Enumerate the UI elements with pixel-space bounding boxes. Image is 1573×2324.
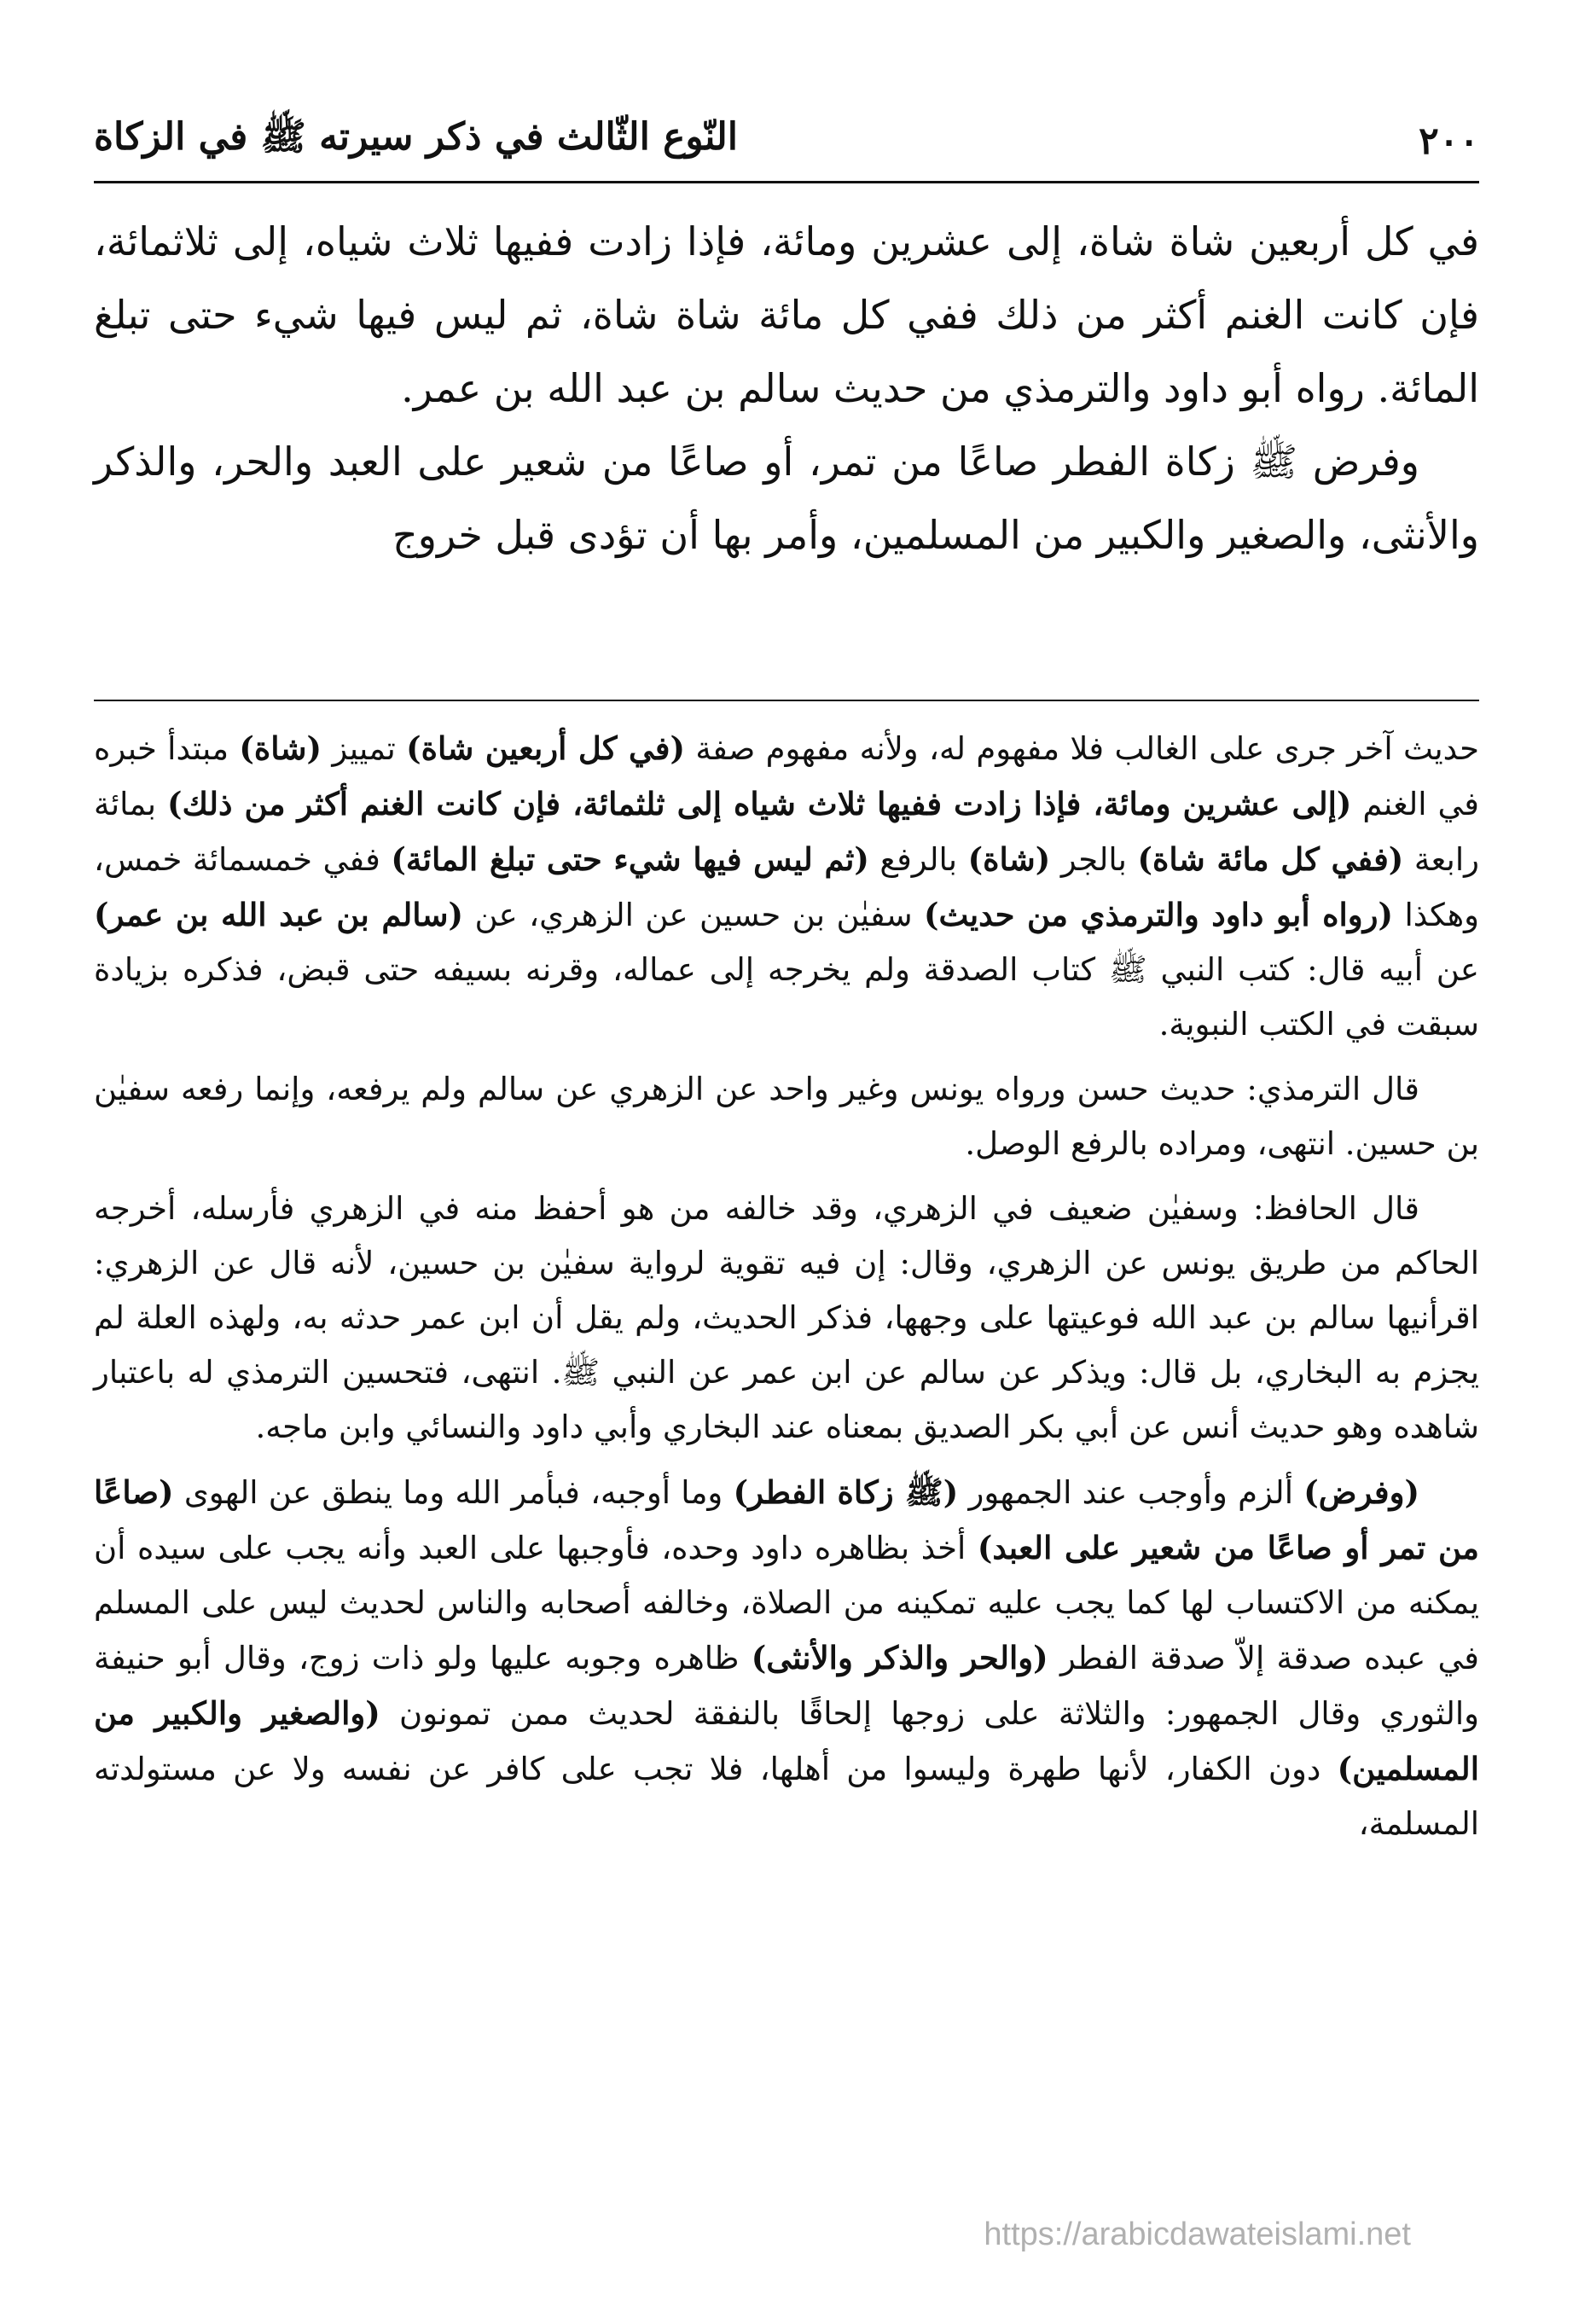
watermark-url: https://arabicdawateislami.net xyxy=(984,2217,1411,2252)
quoted-phrase: (شاة) xyxy=(239,729,322,767)
commentary-text xyxy=(94,721,1479,1862)
quoted-phrase: (صاعًا من تمر أو صاعًا من شعير على العبد) xyxy=(94,1473,1479,1566)
quoted-phrase: (ففي كل مائة شاة) xyxy=(1137,840,1404,878)
commentary-separator xyxy=(94,700,1479,701)
quoted-phrase: (وفرض) xyxy=(1303,1473,1419,1511)
quoted-phrase: (سالم بن عبد الله بن عمر) xyxy=(94,896,464,933)
commentary-text-run: حديث آخر جرى على الغالب فلا مفهوم له، ولأنه مفهوم صفة xyxy=(684,730,1479,767)
commentary-text-run: بالجر xyxy=(1050,841,1138,878)
commentary-text-run: دون الكفار، لأنها طهرة وليسوا من أهلها، فلا تجب على كافر عن نفسه ولا عن مستولدته المسلمة، xyxy=(94,1751,1479,1842)
page-number: ٢٠٠ xyxy=(1419,119,1479,163)
quoted-phrase: (إلى عشرين ومائة، فإذا زادت ففيها ثلاث شياه إلى ثلثمائة، فإن كانت الغنم أكثر من ذلك) xyxy=(167,785,1352,822)
commentary-text-run: أخذ بظاهره داود وحده، فأوجبها على العبد وأنه يجب على سيده أن يمكنه من الاكتساب لها كما يجب عليه تمكينه من الصلاة، وخالفه أصحابه والناس لحديث ليس على المسلم في عبده صدقة إلاّ صدقة الفطر xyxy=(94,1530,1479,1676)
commentary-text-run: ألزم وأوجب عند الجمهور xyxy=(958,1474,1304,1511)
commentary-paragraph-3: قال الحافظ: وسفيٰن ضعيف في الزهري، وقد خالفه من هو أحفظ منه في الزهري فأرسله، أخرجه الحاكم من طريق يونس عن الزهري، وقال: إن فيه تقوية لرواية سفيٰن بن حسين، لأنه قال عن الزهري: اقرأنيها سالم بن عبد الله فوعيتها على وجهها، فذكر الحديث، ولم يقل أن ابن عمر حدثه به، ولهذه العلة لم يجزم به البخاري، بل قال: ويذكر عن سالم عن ابن عمر عن النبي ﷺ. انتهى، فتحسين الترمذي له باعتبار شاهده وهو حديث أنس عن أبي بكر الصديق بمعناه عند البخاري وأبي داود والنسائي وابن ماجه. xyxy=(94,1190,1479,1445)
commentary-paragraph-4 xyxy=(94,1465,1479,1851)
quoted-phrase: (ثم ليس فيها شيء حتى تبلغ المائة) xyxy=(391,840,869,878)
commentary-paragraph-2: قال الترمذي: حديث حسن ورواه يونس وغير واحد عن الزهري عن سالم ولم يرفعه، وإنما رفعه سفيٰن بن حسين. انتهى، ومراده بالرفع الوصل. xyxy=(94,1071,1479,1162)
header-rule xyxy=(94,181,1479,183)
main-paragraph-1: في كل أربعين شاة شاة، إلى عشرين ومائة، فإذا زادت ففيها ثلاث شياه، إلى ثلاثمائة، فإن كانت الغنم أكثر من ذلك ففي كل مائة شاة شاة، ثم ليس فيها شيء حتى تبلغ المائة. رواه أبو داود والترمذي من حديث سالم بن عبد الله بن عمر. xyxy=(94,218,1479,411)
quoted-phrase: (والحر والذكر والأنثى) xyxy=(751,1639,1048,1676)
commentary-text-run: ظاهره وجوبه عليها ولو ذات زوج، وقال أبو حنيفة والثوري وقال الجمهور: والثلاثة على زوجها إلحاقًا بالنفقة لحديث ممن تمونون xyxy=(94,1640,1479,1732)
main-paragraph-2: وفرض ﷺ زكاة الفطر صاعًا من تمر، أو صاعًا من شعير على العبد والحر، والذكر والأنثى، والصغير والكبير من المسلمين، وأمر بها أن تؤدى قبل خروج xyxy=(94,439,1479,558)
commentary-paragraph-1 xyxy=(94,721,1479,1052)
commentary-text-run: بالرفع xyxy=(868,841,968,878)
commentary-text-run: تمييز xyxy=(322,730,407,767)
quoted-phrase: (والصغير والكبير من المسلمين) xyxy=(94,1694,1479,1787)
commentary-text-run: سفيٰن بن حسين عن الزهري، عن xyxy=(463,897,925,933)
commentary-text-run: وما أوجبه، فبأمر الله وما ينطق عن الهوى xyxy=(173,1474,734,1511)
page-header xyxy=(94,111,1479,171)
running-title: النّوع الثّالث في ذكر سيرته ﷺ في الزكاة xyxy=(94,115,739,159)
main-text xyxy=(94,205,1479,572)
quoted-phrase: (في كل أربعين شاة) xyxy=(406,729,685,767)
quoted-phrase: (رواه أبو داود والترمذي من حديث) xyxy=(924,896,1394,933)
commentary-text-run: بمائة رابعة xyxy=(94,786,1479,878)
commentary-text-run: ففي خمسمائة خمس، وهكذا xyxy=(94,841,1479,933)
quoted-phrase: (ﷺ زكاة الفطر) xyxy=(733,1473,959,1511)
commentary-text-run: مبتدأ خبره في الغنم xyxy=(94,730,1479,822)
commentary-text-run: عن أبيه قال: كتب النبي ﷺ كتاب الصدقة ولم يخرجه إلى عماله، وقرنه بسيفه حتى قبض، فذكره بزيادة سبقت في الكتب النبوية. xyxy=(94,951,1479,1043)
quoted-phrase: (شاة) xyxy=(967,840,1051,878)
